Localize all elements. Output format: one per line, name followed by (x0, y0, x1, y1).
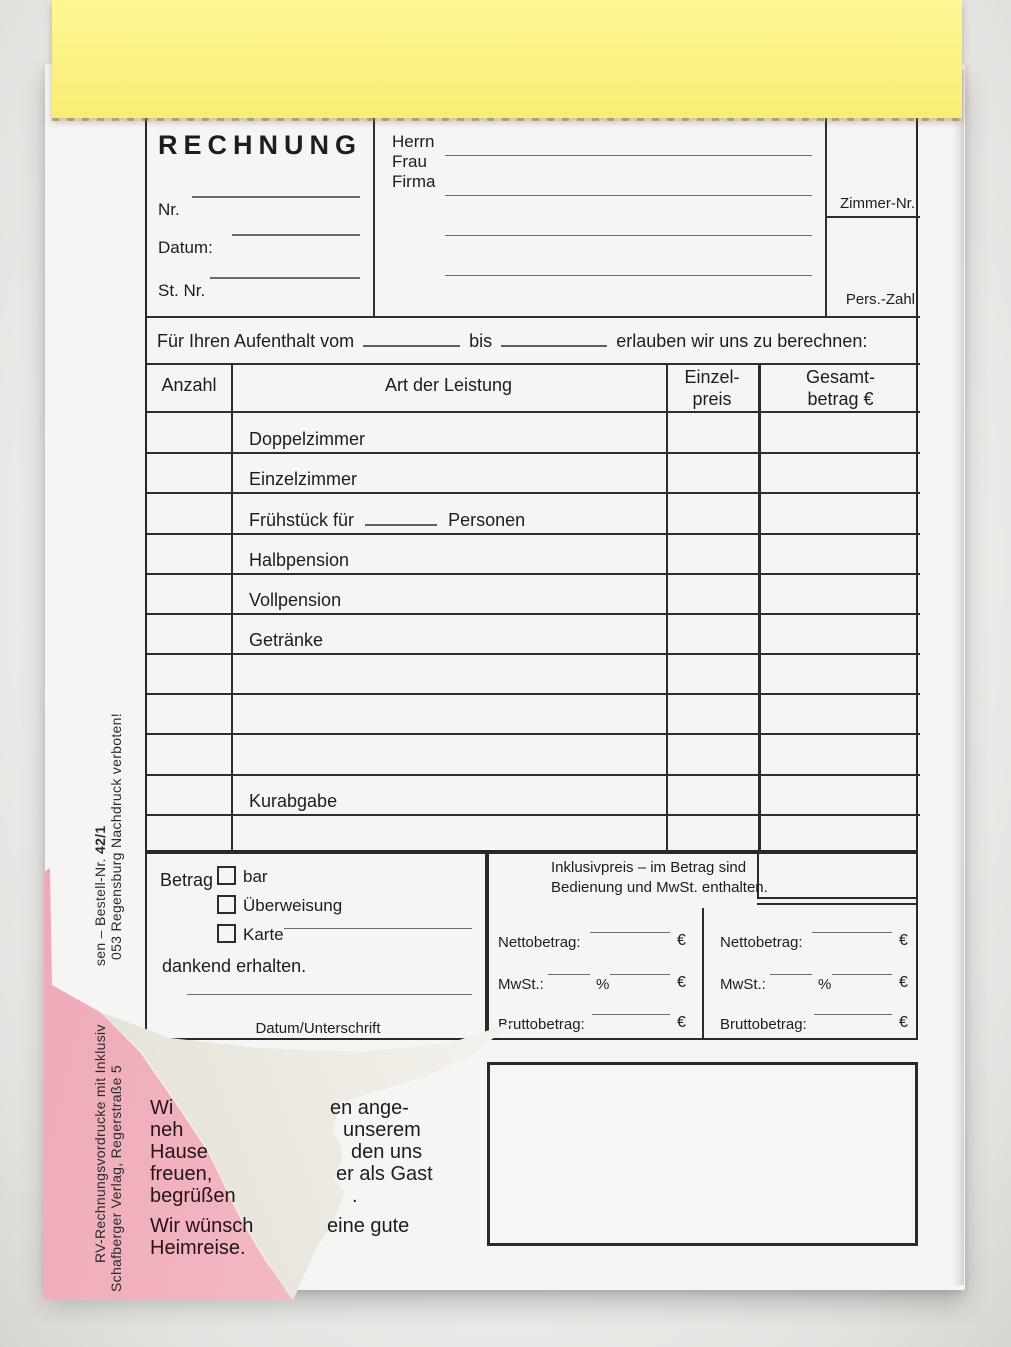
row-line (147, 573, 920, 575)
farewell-fragment-left: Wi (150, 1097, 174, 1119)
col-header-gesamtbetrag-2: betrag € (807, 389, 874, 409)
farewell-fragment-right: en ange- (330, 1097, 409, 1119)
col-header-gesamtbetrag-1: Gesamt- (805, 367, 875, 387)
farewell-fragment-right: er als Gast (336, 1163, 433, 1185)
stay-from-field (363, 333, 460, 347)
euro-sign: € (899, 1014, 908, 1031)
imprint-nachdruck-verboten: Nachdruck verboten! (108, 713, 124, 848)
stay-period-row (157, 331, 917, 352)
row-line (147, 653, 920, 655)
farewell-line (0, 1215, 500, 1237)
farewell-line (0, 1097, 500, 1119)
checkbox-ueberweisung (217, 895, 236, 914)
farewell-line (0, 1237, 500, 1259)
sheet-stack-edge (952, 70, 964, 1285)
euro-sign: € (899, 932, 908, 949)
mwst-rate-field-left (548, 974, 590, 975)
farewell-fragment-left: freuen, (150, 1163, 213, 1185)
table-row-getraenke: Getränke (249, 630, 324, 650)
tax-number-field (210, 277, 360, 279)
signature-field (187, 994, 472, 995)
option-ueberweisung-label: Überweisung (243, 896, 343, 915)
stay-to-field (501, 333, 607, 347)
row-line (147, 814, 920, 816)
mwst-rate-field-right (770, 974, 812, 975)
divider (373, 117, 375, 317)
mwst-amount-field-right (832, 974, 892, 975)
brutto-field-right (814, 1014, 892, 1015)
row-line (147, 613, 920, 615)
received-text: dankend erhalten. (162, 956, 307, 976)
row-line (147, 492, 920, 494)
euro-sign: € (677, 974, 686, 991)
percent-sign-left: % (596, 976, 610, 993)
netto-label-left: Nettobetrag: (498, 934, 581, 951)
farewell-line (0, 1185, 500, 1207)
col-header-einzelpreis-1: Einzel- (684, 367, 740, 387)
checkbox-karte (217, 924, 236, 943)
invoice-number-label: Nr. (158, 200, 180, 219)
stay-period-text-1: Für Ihren Aufenthalt vom (157, 331, 355, 351)
invoice-form-frame (145, 115, 918, 852)
col-header-anzahl: Anzahl (161, 375, 217, 395)
person-count-label: Pers.-Zahl (845, 291, 915, 308)
inklusiv-note-line1: Inklusivpreis – im Betrag sind (551, 859, 747, 876)
brutto-field-left (592, 1014, 670, 1015)
fruehstueck-post: Personen (448, 510, 526, 530)
recipient-line-4 (445, 275, 812, 276)
farewell-fragment-right: unserem (343, 1119, 421, 1141)
farewell-fragment-left: neh (150, 1119, 184, 1141)
room-number-label: Zimmer-Nr. (840, 195, 915, 212)
col-divider-gesamtbetrag (758, 363, 761, 854)
farewell-fragment-left: Heimreise. (150, 1237, 246, 1259)
farewell-line (0, 1163, 500, 1185)
row-line (147, 452, 920, 454)
form-title: RECHNUNG (158, 130, 363, 160)
table-row-vollpension: Vollpension (249, 590, 342, 610)
imprint-line2-lower: Schafberger Verlag, Regerstraße 5 (108, 1064, 124, 1292)
row-line (147, 533, 920, 535)
recipient-herr-label: Herrn (392, 132, 435, 151)
tax-number-label: St. Nr. (158, 281, 206, 300)
brutto-label-left: Bruttobetrag: (498, 1016, 585, 1033)
divider (147, 363, 920, 365)
mwst-label-left: MwSt.: (498, 976, 544, 993)
inklusiv-note-line2: Bedienung und MwSt. enthalten. (551, 879, 768, 896)
euro-sign: € (677, 1014, 686, 1031)
imprint-line1-upper (92, 826, 108, 966)
table-row-einzelzimmer: Einzelzimmer (249, 469, 358, 489)
farewell-line (0, 1119, 500, 1141)
table-row-halbpension: Halbpension (249, 550, 350, 570)
stay-period-text-3: erlauben wir uns zu berechnen: (616, 331, 868, 351)
table-row-doppelzimmer: Doppelzimmer (249, 429, 366, 449)
divider (147, 316, 920, 318)
divider (147, 411, 920, 413)
row-line (147, 774, 920, 776)
date-label: Datum: (158, 238, 213, 257)
option-bar-label: bar (243, 867, 268, 886)
recipient-frau-label: Frau (392, 152, 427, 171)
euro-sign: € (899, 974, 908, 991)
euro-sign: € (677, 932, 686, 949)
col-divider-anzahl (231, 363, 233, 854)
col-header-einzelpreis-2: preis (692, 389, 732, 409)
imprint-line1-lower: RV-Rechnungsvordrucke mit Inklusiv (92, 1024, 108, 1263)
divider (825, 216, 920, 218)
mwst-amount-field-left (610, 974, 670, 975)
date-field (232, 234, 360, 236)
pad-binding-strip (52, 0, 962, 118)
col-header-art: Art der Leistung (384, 375, 513, 395)
mwst-label-right: MwSt.: (720, 976, 766, 993)
netto-field-left (590, 932, 670, 933)
imprint-line2-middle: 053 Regensburg (108, 852, 124, 960)
recipient-line-1 (445, 155, 812, 156)
fruehstueck-persons-field (365, 512, 437, 526)
payment-box (145, 852, 487, 1040)
signature-label: Datum/Unterschrift (255, 1020, 381, 1037)
table-row-kurabgabe: Kurabgabe (249, 791, 338, 811)
notes-box (487, 1062, 918, 1246)
percent-sign-right: % (818, 976, 832, 993)
row-line (147, 733, 920, 735)
totals-box (487, 852, 918, 1040)
totals-divider (702, 908, 704, 1038)
farewell-fragment-right: den uns (351, 1141, 423, 1163)
table-row-fruehstueck (249, 510, 525, 531)
recipient-line-2 (445, 195, 812, 196)
imprint-bestellnr-number: 42/1 (92, 825, 108, 854)
netto-label-right: Nettobetrag: (720, 934, 803, 951)
betrag-label: Betrag (160, 870, 214, 890)
col-divider-einzelpreis (666, 363, 668, 854)
recipient-line-3 (445, 235, 812, 236)
farewell-line (0, 1141, 500, 1163)
farewell-fragment-left: Wir wünsch (150, 1215, 254, 1237)
farewell-fragment-right: . (352, 1185, 358, 1207)
farewell-fragment-right: eine gute (327, 1215, 410, 1237)
brutto-label-right: Bruttobetrag: (720, 1016, 807, 1033)
imprint-bestellnr-text: sen – Bestell-Nr. (92, 854, 108, 966)
farewell-fragment-left: begrüßen (150, 1185, 236, 1207)
recipient-firma-label: Firma (392, 172, 436, 191)
farewell-fragment-left: Hause (150, 1141, 208, 1163)
checkbox-bar (217, 866, 236, 885)
fruehstueck-pre: Frühstück für (249, 510, 355, 530)
karte-detail-field (284, 928, 472, 929)
stay-period-text-2: bis (469, 331, 493, 351)
row-line (147, 693, 920, 695)
option-karte-label: Karte (243, 925, 284, 944)
netto-field-right (812, 932, 892, 933)
invoice-number-field (192, 196, 360, 198)
